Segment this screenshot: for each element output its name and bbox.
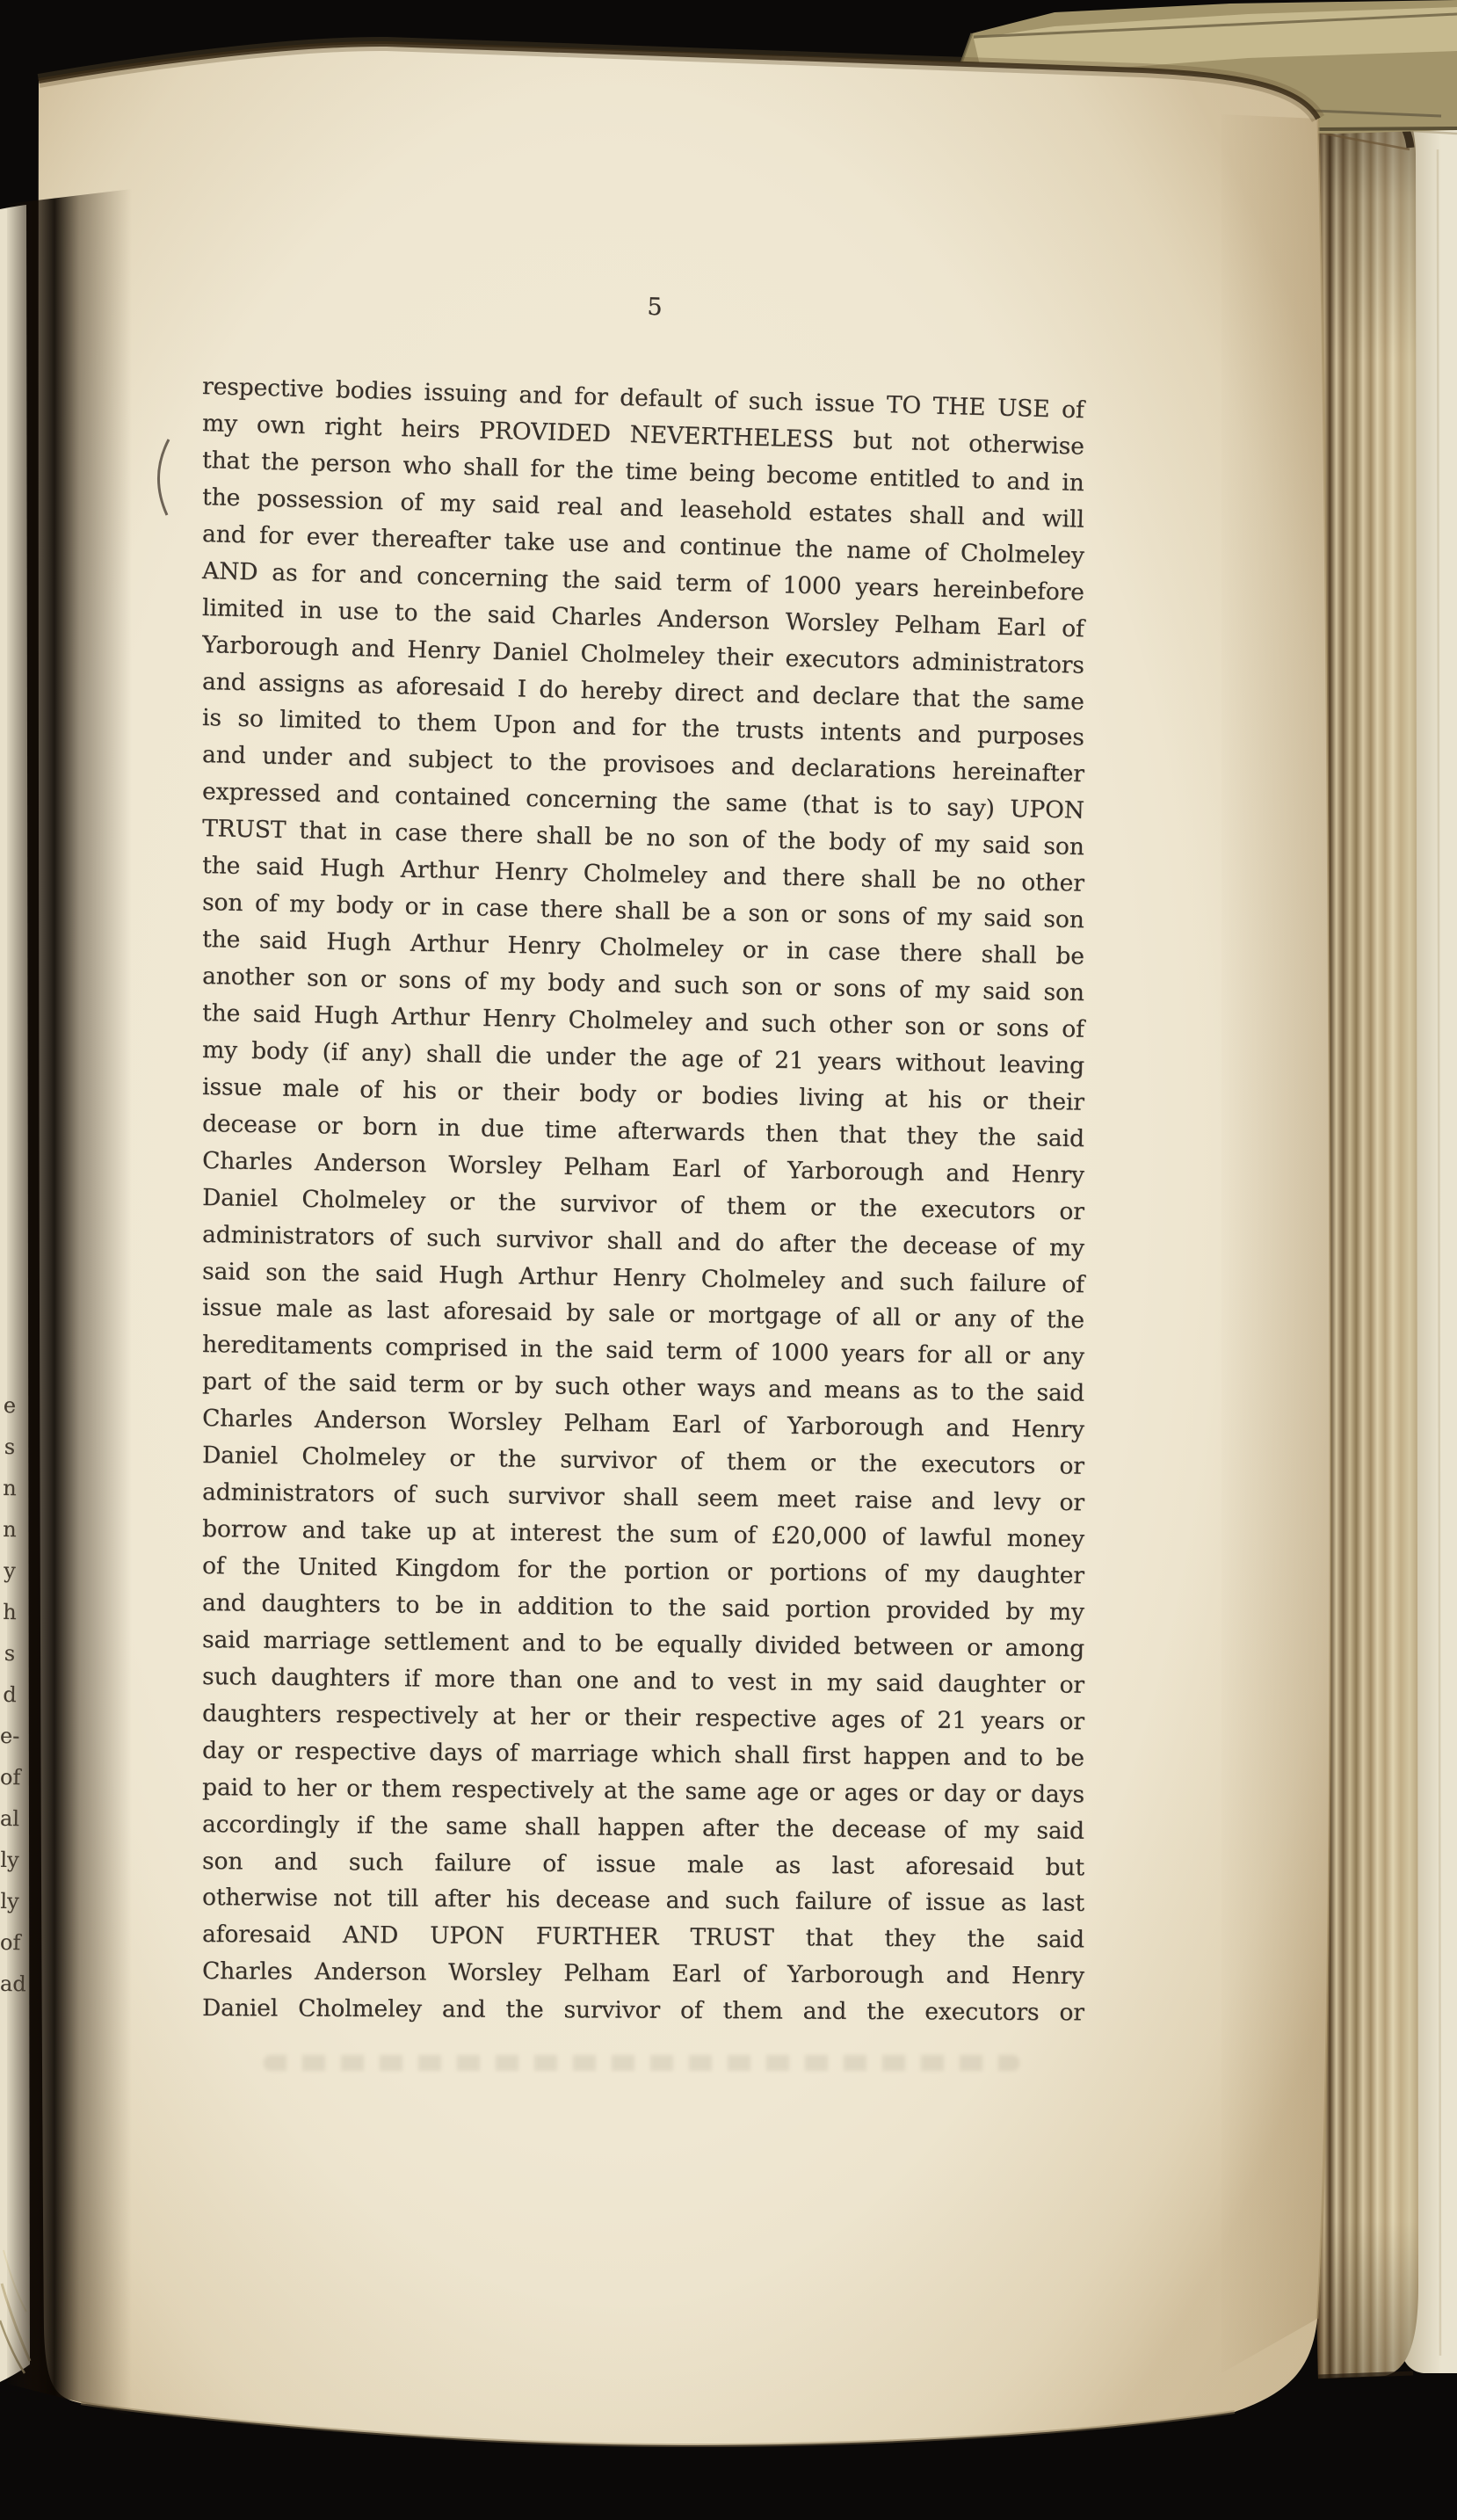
text-line: issue male of his or their body or bodies living at his or their <box>201 1072 1085 1116</box>
facing-page-text-fragment: e <box>3 1392 17 1419</box>
text-line: limited in use to the said Charles Anderson Worsley Pelham Earl of <box>201 593 1085 643</box>
text-line: that the person who shall for the time being become entitled to and in <box>201 446 1085 497</box>
text-line: the said Hugh Arthur Henry Cholmeley or in case there shall be <box>201 926 1085 970</box>
text-line: otherwise not till after his decease and such failure of issue as last <box>201 1884 1085 1918</box>
ink-bleed-through <box>264 2055 1019 2071</box>
text-line: son of my body or in case there shall be a son or sons of my said son <box>201 889 1085 934</box>
text-line: issue male as last aforesaid by sale or mortgage of all or any of the <box>201 1294 1085 1335</box>
text-line: is so limited to them Upon and for the trusts intents and purposes <box>201 704 1085 752</box>
text-line: the said Hugh Arthur Henry Cholmeley and such other son or sons of <box>201 999 1085 1043</box>
text-line: aforesaid AND UPON FURTHER TRUST that they the said <box>201 1921 1085 1954</box>
text-line: hereditaments comprised in the said term of 1000 years for all or any <box>201 1331 1085 1371</box>
facing-page-text-fragment: ly <box>0 1888 19 1914</box>
facing-page-text-fragment: s <box>4 1434 16 1460</box>
text-line: decease or born in due time afterwards then that they the said <box>201 1109 1085 1152</box>
facing-page-text-fragment: n <box>3 1475 17 1501</box>
facing-page-text-fragment: h <box>3 1599 17 1625</box>
text-line: daughters respectively at her or their respective ages of 21 years or <box>201 1699 1085 1736</box>
facing-page-text-fragment: ad <box>0 1971 26 1997</box>
facing-page-text-fragment: d <box>3 1681 17 1708</box>
facing-page-text-fragment: al <box>0 1805 20 1832</box>
text-line: and under and subject to the provisoes and declarations hereinafter <box>201 741 1085 788</box>
text-line: and assigns as aforesaid I do hereby direct and declare that the same <box>201 667 1085 715</box>
text-line: Daniel Cholmeley or the survivor of them or the executors or <box>201 1183 1085 1225</box>
facing-page-text-fragment: n <box>3 1516 17 1543</box>
text-line: the said Hugh Arthur Henry Cholmeley and there shall be no other <box>201 852 1085 897</box>
text-line: day or respective days of marriage which shall first happen and to be <box>201 1736 1084 1772</box>
text-line: said marriage settlement and to be equally divided between or among <box>201 1625 1085 1663</box>
text-line: Charles Anderson Worsley Pelham Earl of Yarborough and Henry <box>201 1405 1085 1444</box>
text-line: paid to her or them respectively at the same age or ages or day or days <box>201 1773 1085 1808</box>
facing-page-text-fragment: s <box>4 1640 16 1667</box>
text-line: said son the said Hugh Arthur Henry Cholmeley and such failure of <box>201 1257 1085 1298</box>
text-line: my own right heirs PROVIDED NEVERTHELESS but not otherwise <box>201 409 1085 461</box>
text-line: son and such failure of issue male as last aforesaid but <box>201 1847 1085 1881</box>
text-line: TRUST that in case there shall be no son of the body of my said son <box>201 815 1085 861</box>
text-line: such daughters if more than one and to vest in my said daughter or <box>201 1662 1085 1699</box>
text-line: my body (if any) shall die under the age of 21 years without leaving <box>201 1035 1085 1080</box>
text-line: another son or sons of my body and such son or sons of my said son <box>201 962 1085 1007</box>
text-line: expressed and contained concerning the same (that is to say) UPON <box>201 778 1085 825</box>
gutter-shadow <box>7 189 132 2415</box>
text-line: Daniel Cholmeley and the survivor of them and the executors or <box>201 1994 1084 2027</box>
text-line: borrow and take up at interest the sum of £20,000 of lawful money <box>201 1515 1085 1553</box>
text-line: and daughters to be in addition to the said portion provided by my <box>201 1588 1085 1626</box>
text-line: and for ever thereafter take use and continue the name of Cholmeley <box>201 519 1085 570</box>
text-line: Daniel Cholmeley or the survivor of them or the executors or <box>201 1442 1085 1480</box>
facing-page-text-fragment: of <box>0 1929 21 1956</box>
facing-page-text-fragment: e- <box>0 1723 20 1749</box>
text-line: respective bodies issuing and for default of such issue TO THE USE of <box>201 373 1085 425</box>
facing-page-text-fragment: of <box>0 1764 21 1790</box>
facing-page-text-fragment: y <box>4 1558 16 1584</box>
text-line: administrators of such survivor shall and do after the decease of my <box>201 1220 1085 1262</box>
text-line: Charles Anderson Worsley Pelham Earl of Yarborough and Henry <box>201 1146 1085 1189</box>
facing-page-text-fragment: ly <box>0 1847 19 1873</box>
text-line: accordingly if the same shall happen after the decease of my said <box>201 1810 1084 1845</box>
text-line: AND as for and concerning the said term of 1000 years hereinbefore <box>201 556 1085 606</box>
text-line: administrators of such survivor shall seem meet raise and levy or <box>201 1478 1085 1517</box>
facing-page-fragments <box>0 0 26 2520</box>
text-line: of the United Kingdom for the portion or portions of my daughter <box>201 1552 1085 1590</box>
document-text-block <box>202 373 1084 2031</box>
text-line: Yarborough and Henry Daniel Cholmeley their executors administrators <box>201 630 1085 679</box>
text-line: Charles Anderson Worsley Pelham Earl of Yarborough and Henry <box>201 1957 1085 1991</box>
text-line: the possession of my said real and leasehold estates shall and will <box>201 483 1085 534</box>
text-line: part of the said term or by such other ways and means as to the said <box>201 1368 1085 1408</box>
page-number: 5 <box>647 293 663 322</box>
